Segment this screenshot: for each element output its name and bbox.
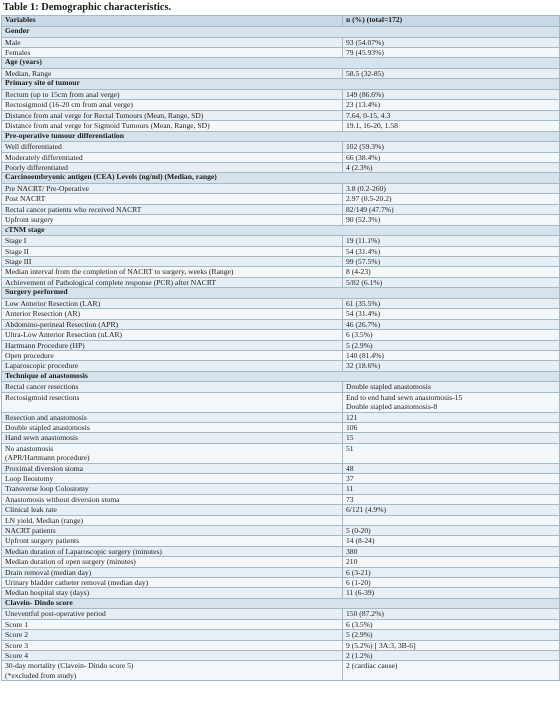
table-row bbox=[2, 215, 560, 225]
table-row bbox=[2, 473, 560, 483]
table-row bbox=[2, 443, 560, 463]
row-label: Abdomino-perineal Resection (APR) bbox=[2, 319, 343, 329]
row-label: Rectum (up to 15cm from anal verge) bbox=[2, 90, 343, 100]
row-value: 54 (31.4%) bbox=[343, 246, 560, 256]
row-label: Score 1 bbox=[2, 619, 343, 629]
section-label: Age (years) bbox=[2, 58, 560, 69]
row-label: Drain removal (median day) bbox=[2, 567, 343, 577]
row-value: 210 bbox=[343, 557, 560, 567]
row-value: 54 (31.4%) bbox=[343, 309, 560, 319]
table-row bbox=[2, 433, 560, 443]
row-value-line2 bbox=[346, 671, 556, 680]
row-value: 37 bbox=[343, 473, 560, 483]
table-row bbox=[2, 619, 560, 629]
table-row bbox=[2, 361, 560, 371]
row-label: Pre NACRT/ Pre-Operative bbox=[2, 184, 343, 194]
table-row bbox=[2, 609, 560, 619]
row-label: Loop Ileostomy bbox=[2, 473, 343, 483]
row-value: 82/149 (47.7%) bbox=[343, 204, 560, 214]
table-row bbox=[2, 152, 560, 162]
table-row bbox=[2, 661, 560, 681]
row-label: No anastomosis bbox=[5, 443, 54, 453]
table-row bbox=[2, 90, 560, 100]
row-value: 51 bbox=[346, 443, 354, 453]
row-value: 32 (18.6%) bbox=[343, 361, 560, 371]
row-label-cell bbox=[2, 392, 343, 412]
row-label: Achievement of Pathological complete response (PCR) after NACRT bbox=[2, 277, 343, 287]
header-variables: Variables bbox=[2, 16, 343, 27]
row-value: 19 (11.1%) bbox=[343, 236, 560, 246]
row-value: Double stapled anastomosis bbox=[343, 382, 560, 392]
row-value: 46 (26.7%) bbox=[343, 319, 560, 329]
row-label: Median, Range bbox=[2, 69, 343, 79]
row-label: NACRT patients bbox=[2, 525, 343, 535]
table-row bbox=[2, 505, 560, 515]
row-label-line2 bbox=[5, 402, 339, 411]
table-row bbox=[2, 382, 560, 392]
row-value: 3.8 (0.2-260) bbox=[343, 184, 560, 194]
row-value: 11 (6-39) bbox=[343, 588, 560, 598]
row-label: Rectosigmoid resections bbox=[5, 392, 80, 402]
row-label: Double stapled anastomosis bbox=[2, 422, 343, 432]
row-value: 149 (86.6%) bbox=[343, 90, 560, 100]
table-row bbox=[2, 142, 560, 152]
section-header-row bbox=[2, 58, 560, 69]
header-n-percent: n (%) (total=172) bbox=[343, 16, 560, 27]
section-header-row bbox=[2, 173, 560, 184]
table-row bbox=[2, 69, 560, 79]
row-label: Stage II bbox=[2, 246, 343, 256]
row-label: Females bbox=[2, 48, 343, 58]
row-value-cell bbox=[343, 661, 560, 681]
row-label: Proximal diversion stoma bbox=[2, 463, 343, 473]
table-row bbox=[2, 350, 560, 360]
table-row bbox=[2, 330, 560, 340]
table-row bbox=[2, 588, 560, 598]
row-label: Score 4 bbox=[2, 651, 343, 661]
table-row bbox=[2, 246, 560, 256]
row-value: 61 (35.5%) bbox=[343, 298, 560, 308]
row-label: Hand sewn anastomosis bbox=[2, 433, 343, 443]
row-value: 14 (8-24) bbox=[343, 536, 560, 546]
row-value-line2: Double stapled anastomosis-8 bbox=[346, 402, 438, 412]
demographics-table bbox=[1, 15, 560, 681]
row-label: Clinical leak rate bbox=[2, 505, 343, 515]
section-label: Clavein- Dindo score bbox=[2, 598, 560, 609]
table-row bbox=[2, 163, 560, 173]
row-value: End to end hand sewn anastomosis-15 bbox=[346, 392, 463, 402]
row-value: 6/121 (4.9%) bbox=[343, 505, 560, 515]
row-value: 6 (3.5%) bbox=[343, 330, 560, 340]
row-label: Distance from anal verge for Sigmoid Tumours (Mean, Range, SD) bbox=[2, 121, 343, 131]
row-label: Open procedure bbox=[2, 350, 343, 360]
row-value: 48 bbox=[343, 463, 560, 473]
row-label: Rectal cancer resections bbox=[2, 382, 343, 392]
row-value: 73 bbox=[343, 494, 560, 504]
row-value: 79 (45.93%) bbox=[343, 48, 560, 58]
row-value: 90 (52.3%) bbox=[343, 215, 560, 225]
row-value: 5 (2.9%) bbox=[343, 340, 560, 350]
table-row bbox=[2, 578, 560, 588]
table-row bbox=[2, 277, 560, 287]
row-value: 9 (5.2%) [ 3A:3, 3B-6] bbox=[343, 640, 560, 650]
row-label: Stage III bbox=[2, 257, 343, 267]
row-label: Distance from anal verge for Rectal Tumours (Mean, Range, SD) bbox=[2, 110, 343, 120]
table-row bbox=[2, 412, 560, 422]
row-label-cell bbox=[2, 661, 343, 681]
row-label: Post NACRT bbox=[2, 194, 343, 204]
row-value: 8 (4-23) bbox=[343, 267, 560, 277]
table-row bbox=[2, 194, 560, 204]
table-row bbox=[2, 319, 560, 329]
row-label: Upfront surgery patients bbox=[2, 536, 343, 546]
row-value: 19.1, 16-20, 1.58 bbox=[343, 121, 560, 131]
table-row bbox=[2, 640, 560, 650]
section-label: Primary site of tumour bbox=[2, 79, 560, 90]
table-row bbox=[2, 651, 560, 661]
row-label-cell bbox=[2, 443, 343, 463]
row-value: 58.5 (32-85) bbox=[343, 69, 560, 79]
row-value: 102 (59.3%) bbox=[343, 142, 560, 152]
row-label: Stage I bbox=[2, 236, 343, 246]
row-value: 11 bbox=[343, 484, 560, 494]
section-header-row bbox=[2, 79, 560, 90]
table-row bbox=[2, 422, 560, 432]
table-row bbox=[2, 340, 560, 350]
table-row bbox=[2, 37, 560, 47]
table-row bbox=[2, 121, 560, 131]
row-value bbox=[343, 515, 560, 525]
section-header-row bbox=[2, 598, 560, 609]
table-row bbox=[2, 567, 560, 577]
table-row bbox=[2, 267, 560, 277]
row-label: Rectosigmoid (16-20 cm from anal verge) bbox=[2, 100, 343, 110]
row-label: 30-day mortality (Clavein- Dindo score 5) bbox=[5, 661, 134, 671]
row-label: Moderately differentiated bbox=[2, 152, 343, 162]
table-row bbox=[2, 236, 560, 246]
row-label: Median hospital stay (days) bbox=[2, 588, 343, 598]
row-value: 380 bbox=[343, 546, 560, 556]
row-value: 121 bbox=[343, 412, 560, 422]
section-header-row bbox=[2, 371, 560, 382]
row-label: Uneventful post-operative period bbox=[2, 609, 343, 619]
row-value: 2 (cardiac cause) bbox=[346, 661, 398, 671]
row-label: Low Anterior Resection (LAR) bbox=[2, 298, 343, 308]
section-header-row bbox=[2, 288, 560, 299]
row-label: Median interval from the completion of NACRT to surgery, weeks (Range) bbox=[2, 267, 343, 277]
section-label: Technique of anastomosis bbox=[2, 371, 560, 382]
row-value: 5 (2.9%) bbox=[343, 630, 560, 640]
row-value: 150 (87.2%) bbox=[343, 609, 560, 619]
table-row bbox=[2, 536, 560, 546]
table-row bbox=[2, 463, 560, 473]
section-header-row bbox=[2, 225, 560, 236]
table-row bbox=[2, 100, 560, 110]
row-value-line2 bbox=[346, 453, 556, 462]
row-value: 99 (57.5%) bbox=[343, 257, 560, 267]
row-label: LN yield, Median (range) bbox=[2, 515, 343, 525]
table-title: Table 1: Demographic characteristics. bbox=[3, 2, 172, 13]
row-value: 15 bbox=[343, 433, 560, 443]
section-label: cTNM stage bbox=[2, 225, 560, 236]
row-label: Poorly differentiated bbox=[2, 163, 343, 173]
row-value: 6 (3.5%) bbox=[343, 619, 560, 629]
row-value: 6 (3-21) bbox=[343, 567, 560, 577]
row-value: 2 (1.2%) bbox=[343, 651, 560, 661]
row-label-line2: (APR/Hartmann procedure) bbox=[5, 453, 90, 463]
row-value: 7.64, 0-15, 4.3 bbox=[343, 110, 560, 120]
table-header-row bbox=[2, 16, 560, 27]
row-value: 93 (54.07%) bbox=[343, 37, 560, 47]
table-row bbox=[2, 557, 560, 567]
section-label: Surgery performed bbox=[2, 288, 560, 299]
row-label: Male bbox=[2, 37, 343, 47]
row-value: 2.97 (0.5-20.2) bbox=[343, 194, 560, 204]
table-row bbox=[2, 515, 560, 525]
table-row bbox=[2, 48, 560, 58]
row-label: Anastomosis without diversion stoma bbox=[2, 494, 343, 504]
section-label: Gender bbox=[2, 27, 560, 38]
row-value: 140 (81.4%) bbox=[343, 350, 560, 360]
section-header-row bbox=[2, 27, 560, 38]
table-body bbox=[2, 27, 560, 681]
row-label: Ultra-Low Anterior Resection (uLAR) bbox=[2, 330, 343, 340]
row-value: 6 (1-20) bbox=[343, 578, 560, 588]
table-row bbox=[2, 257, 560, 267]
row-label: Rectal cancer patients who received NACRT bbox=[2, 204, 343, 214]
section-label: Carcinoembryonic antigen (CEA) Levels (ng/ml) (Median, range) bbox=[2, 173, 560, 184]
table-row bbox=[2, 525, 560, 535]
table-row bbox=[2, 298, 560, 308]
row-label: Score 2 bbox=[2, 630, 343, 640]
row-label: Anterior Resection (AR) bbox=[2, 309, 343, 319]
row-value: 5 (0-20) bbox=[343, 525, 560, 535]
table-row bbox=[2, 494, 560, 504]
row-value: 23 (13.4%) bbox=[343, 100, 560, 110]
table-row bbox=[2, 110, 560, 120]
section-header-row bbox=[2, 131, 560, 142]
table-row bbox=[2, 204, 560, 214]
table-row bbox=[2, 392, 560, 412]
row-label: Laparoscopic procedure bbox=[2, 361, 343, 371]
row-label: Score 3 bbox=[2, 640, 343, 650]
row-label: Transverse loop Colostomy bbox=[2, 484, 343, 494]
row-label: Well differentiated bbox=[2, 142, 343, 152]
table-row bbox=[2, 484, 560, 494]
row-value: 106 bbox=[343, 422, 560, 432]
table-row bbox=[2, 630, 560, 640]
row-value-cell bbox=[343, 392, 560, 412]
row-label: Hartmann Procedure (HP) bbox=[2, 340, 343, 350]
row-label: Upfront surgery bbox=[2, 215, 343, 225]
row-label-line2: (*excluded from study) bbox=[5, 670, 77, 680]
row-label: Urinary bladder catheter removal (median day) bbox=[2, 578, 343, 588]
row-value: 4 (2.3%) bbox=[343, 163, 560, 173]
row-label: Resection and anastomosis bbox=[2, 412, 343, 422]
section-label: Pre-operative tumour differentiation bbox=[2, 131, 560, 142]
table-row bbox=[2, 184, 560, 194]
row-value: 5/82 (6.1%) bbox=[343, 277, 560, 287]
row-value-cell bbox=[343, 443, 560, 463]
table-row bbox=[2, 546, 560, 556]
row-label: Median duration of open surgery (minutes) bbox=[2, 557, 343, 567]
table-row bbox=[2, 309, 560, 319]
row-label: Median duration of Laparoscopic surgery (minutes) bbox=[2, 546, 343, 556]
row-value: 66 (38.4%) bbox=[343, 152, 560, 162]
